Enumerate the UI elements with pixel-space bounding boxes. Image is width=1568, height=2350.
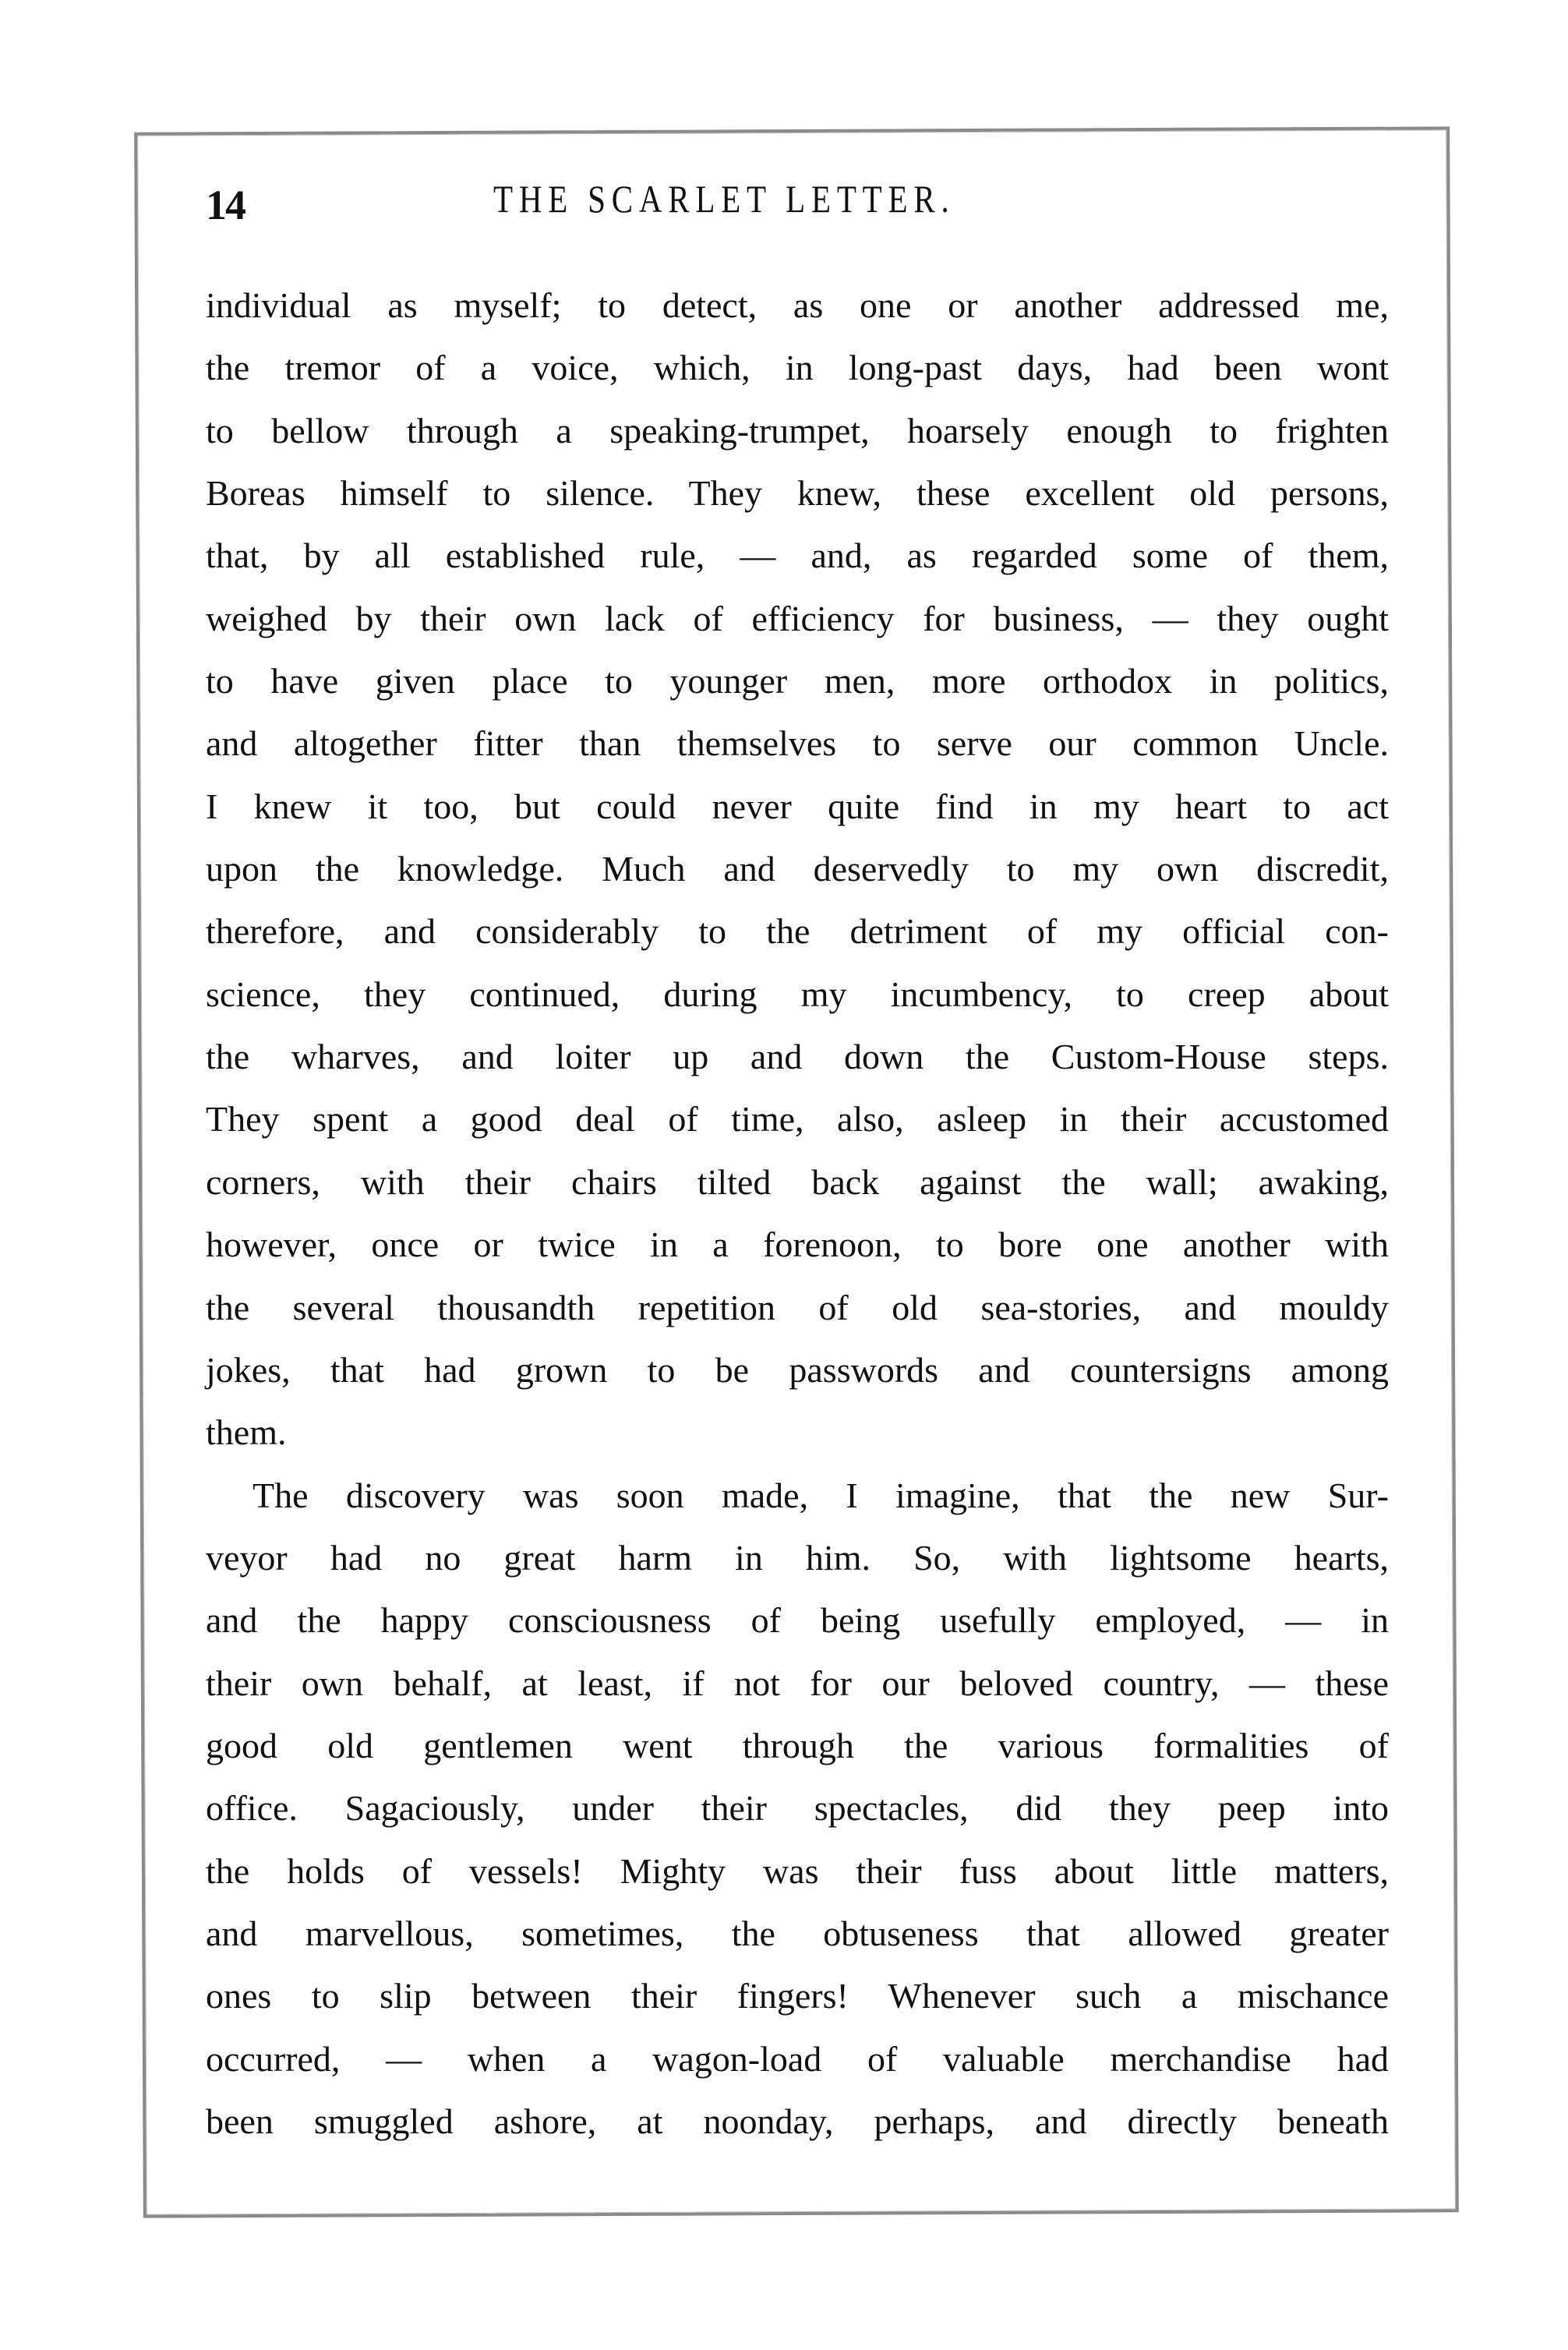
- text-line: ones to slip between their fingers! Whenever such a mischance: [206, 1976, 1389, 2016]
- text-line: been smuggled ashore, at noonday, perhaps, and directly beneath: [206, 2101, 1389, 2141]
- text-line: the holds of vessels! Mighty was their fuss about little matters,: [206, 1850, 1389, 1891]
- body-text: [206, 274, 1389, 2153]
- text-line: individual as myself; to detect, as one or another addressed me,: [206, 285, 1389, 325]
- text-line: and the happy consciousness of being usefully employed, — in: [206, 1600, 1389, 1641]
- text-line: therefore, and considerably to the detriment of my official con-: [206, 911, 1389, 952]
- text-line: science, they continued, during my incumbency, to creep about: [206, 974, 1389, 1014]
- paragraph-end-line: them.: [206, 1412, 287, 1453]
- text-line: jokes, that had grown to be passwords and countersigns among: [206, 1349, 1389, 1390]
- text-line: veyor had no great harm in him. So, with lightsome hearts,: [206, 1537, 1389, 1578]
- text-line: Boreas himself to silence. They knew, these excellent old persons,: [206, 473, 1389, 514]
- text-line: the several thousandth repetition of old sea-stories, and mouldy: [206, 1287, 1389, 1327]
- text-line: occurred, — when a wagon-load of valuable merchandise had: [206, 2038, 1389, 2079]
- text-line: office. Sagaciously, under their spectacles, did they peep into: [206, 1788, 1389, 1829]
- text-line: and altogether fitter than themselves to serve our common Uncle.: [206, 723, 1389, 764]
- text-line: the tremor of a voice, which, in long-past days, had been wont: [206, 348, 1389, 388]
- text-line: to have given place to younger men, more orthodox in politics,: [206, 661, 1389, 701]
- text-line: the wharves, and loiter up and down the Custom-House steps.: [206, 1037, 1389, 1077]
- text-line: to bellow through a speaking-trumpet, hoarsely enough to frighten: [206, 410, 1389, 451]
- paragraph-start-line: The discovery was soon made, I imagine, that the new Sur-: [253, 1475, 1389, 1515]
- page-number: 14: [206, 182, 245, 228]
- text-line: and marvellous, sometimes, the obtuseness that allowed greater: [206, 1913, 1389, 1953]
- running-head-title: THE SCARLET LETTER.: [493, 177, 955, 221]
- text-line: good old gentlemen went through the various formalities of: [206, 1725, 1389, 1765]
- text-line: however, once or twice in a forenoon, to bore one another with: [206, 1224, 1389, 1265]
- text-line: They spent a good deal of time, also, asleep in their accustomed: [206, 1099, 1389, 1140]
- text-line: weighed by their own lack of efficiency for business, — they ought: [206, 598, 1389, 638]
- text-line: their own behalf, at least, if not for our beloved country, — these: [206, 1663, 1389, 1703]
- text-line: corners, with their chairs tilted back against the wall; awaking,: [206, 1161, 1389, 1202]
- text-line: I knew it too, but could never quite find in my heart to act: [206, 786, 1389, 826]
- text-line: upon the knowledge. Much and deservedly to my own discredit,: [206, 849, 1389, 889]
- text-line: that, by all established rule, — and, as regarded some of them,: [206, 535, 1389, 576]
